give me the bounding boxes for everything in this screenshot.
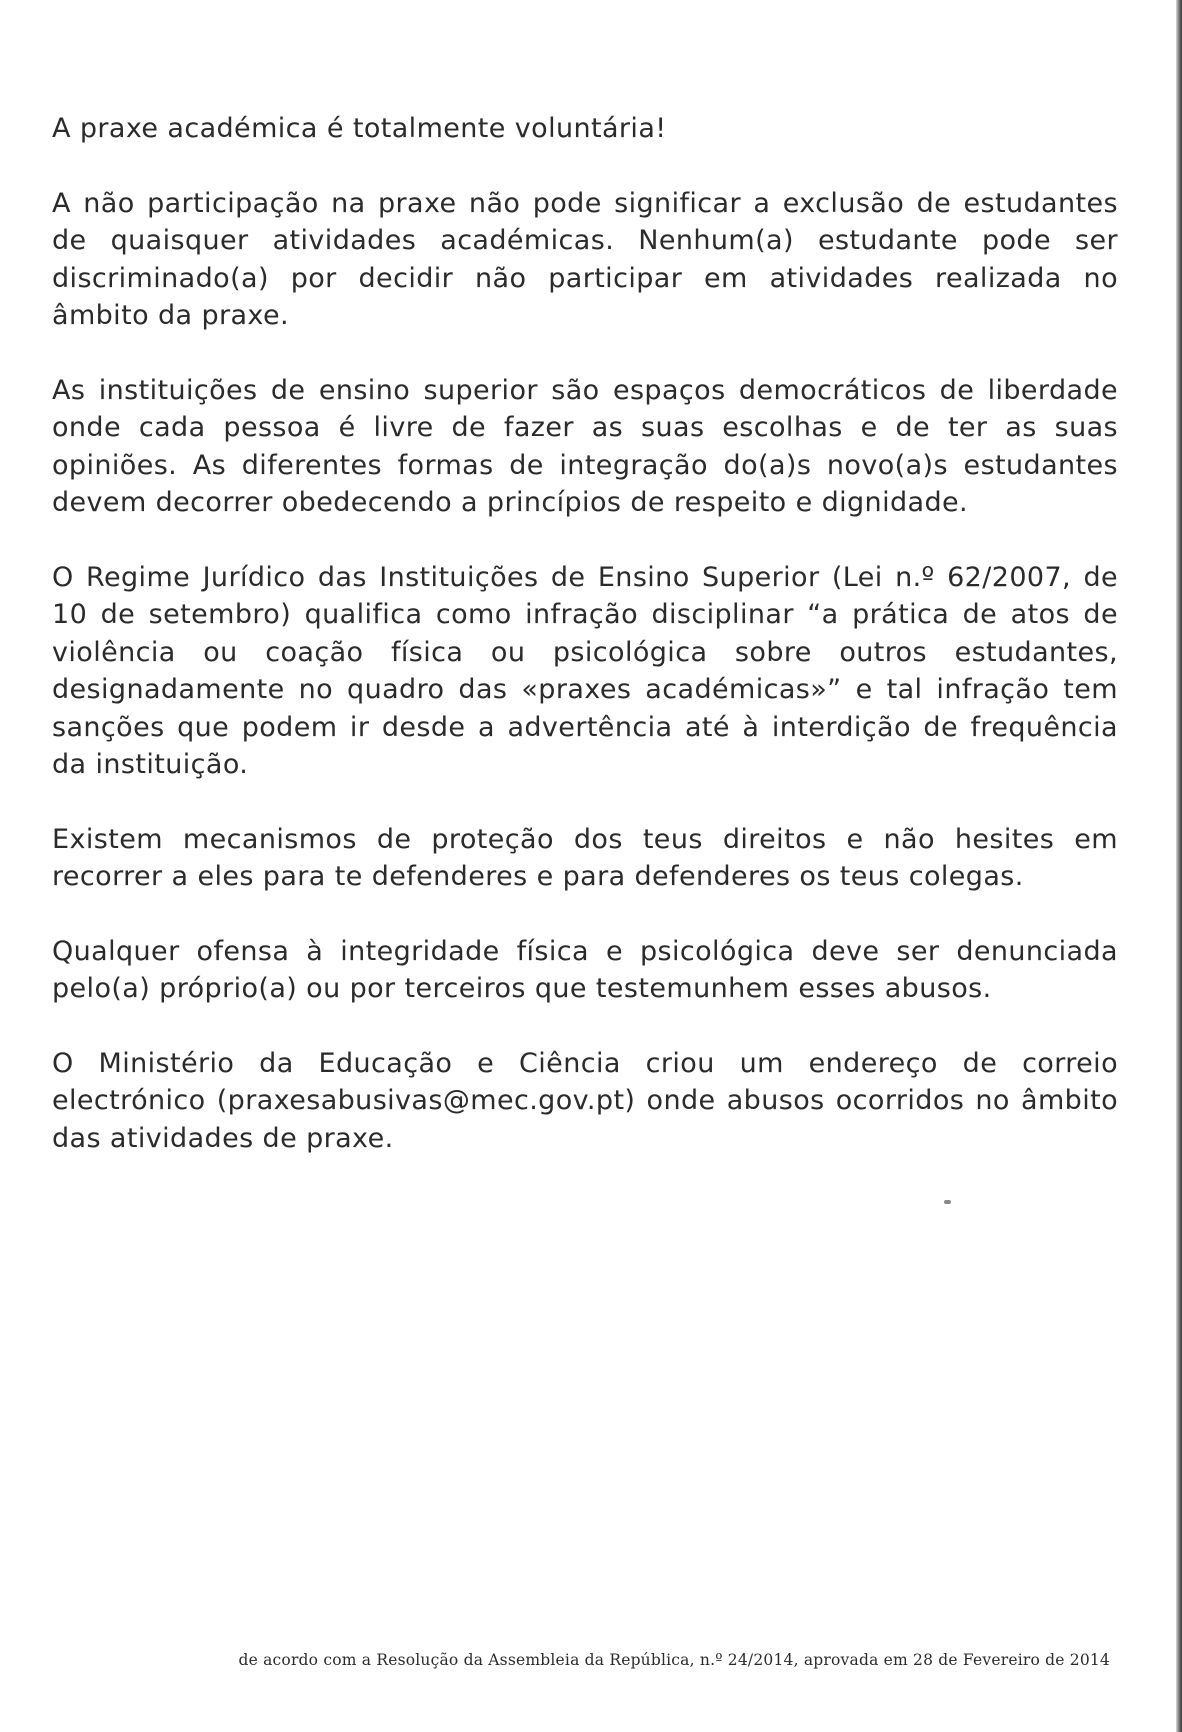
paragraph-report-abuse: Qualquer ofensa à integridade física e psicológica deve ser denunciada pelo(a) próprio(a) ou por terceiros que testemunhem esses abusos. <box>52 935 1118 1004</box>
scan-speck <box>944 1200 951 1204</box>
paragraph-ministry-email: O Ministério da Educação e Ciência criou um endereço de correio electrónico (praxesabusivas@mec.gov.pt) onde abusos ocorridos no âmbito das atividades de praxe. <box>52 1047 1118 1154</box>
page-edge-shadow <box>1176 0 1182 1732</box>
paragraph-voluntary: A praxe académica é totalmente voluntária! <box>52 113 667 144</box>
paragraph-protection-mechanisms: Existem mecanismos de proteção dos teus direitos e não hesites em recorrer a eles para te defenderes e para defenderes os teus colegas. <box>52 823 1118 892</box>
footer-note: de acordo com a Resolução da Assembleia da República, n.º 24/2014, aprovada em 28 de Fevereiro de 2014 <box>238 1651 1110 1669</box>
paragraph-non-participation: A não participação na praxe não pode significar a exclusão de estudantes de quaisquer atividades académicas. Nenhum(a) estudante pode ser discriminado(a) por decidir não participar em atividades realizada no âmbito da praxe. <box>52 187 1118 331</box>
paragraph-democratic-spaces: As instituições de ensino superior são espaços democráticos de liberdade onde cada pessoa é livre de fazer as suas escolhas e de ter as suas opiniões. As diferentes formas de integração do(a)s novo(a)s estudantes devem decorrer obedecendo a princípios de respeito e dignidade. <box>52 374 1118 518</box>
document-body <box>52 110 1118 1157</box>
paragraph-legal-regime: O Regime Jurídico das Instituições de Ensino Superior (Lei n.º 62/2007, de 10 de setembro) qualifica como infração disciplinar “a prática de atos de violência ou coação física ou psicológica sobre outros estudantes, designadamente no quadro das «praxes académicas»” e tal infração tem sanções que podem ir desde a advertência até à interdição de frequência da instituição. <box>52 561 1118 780</box>
